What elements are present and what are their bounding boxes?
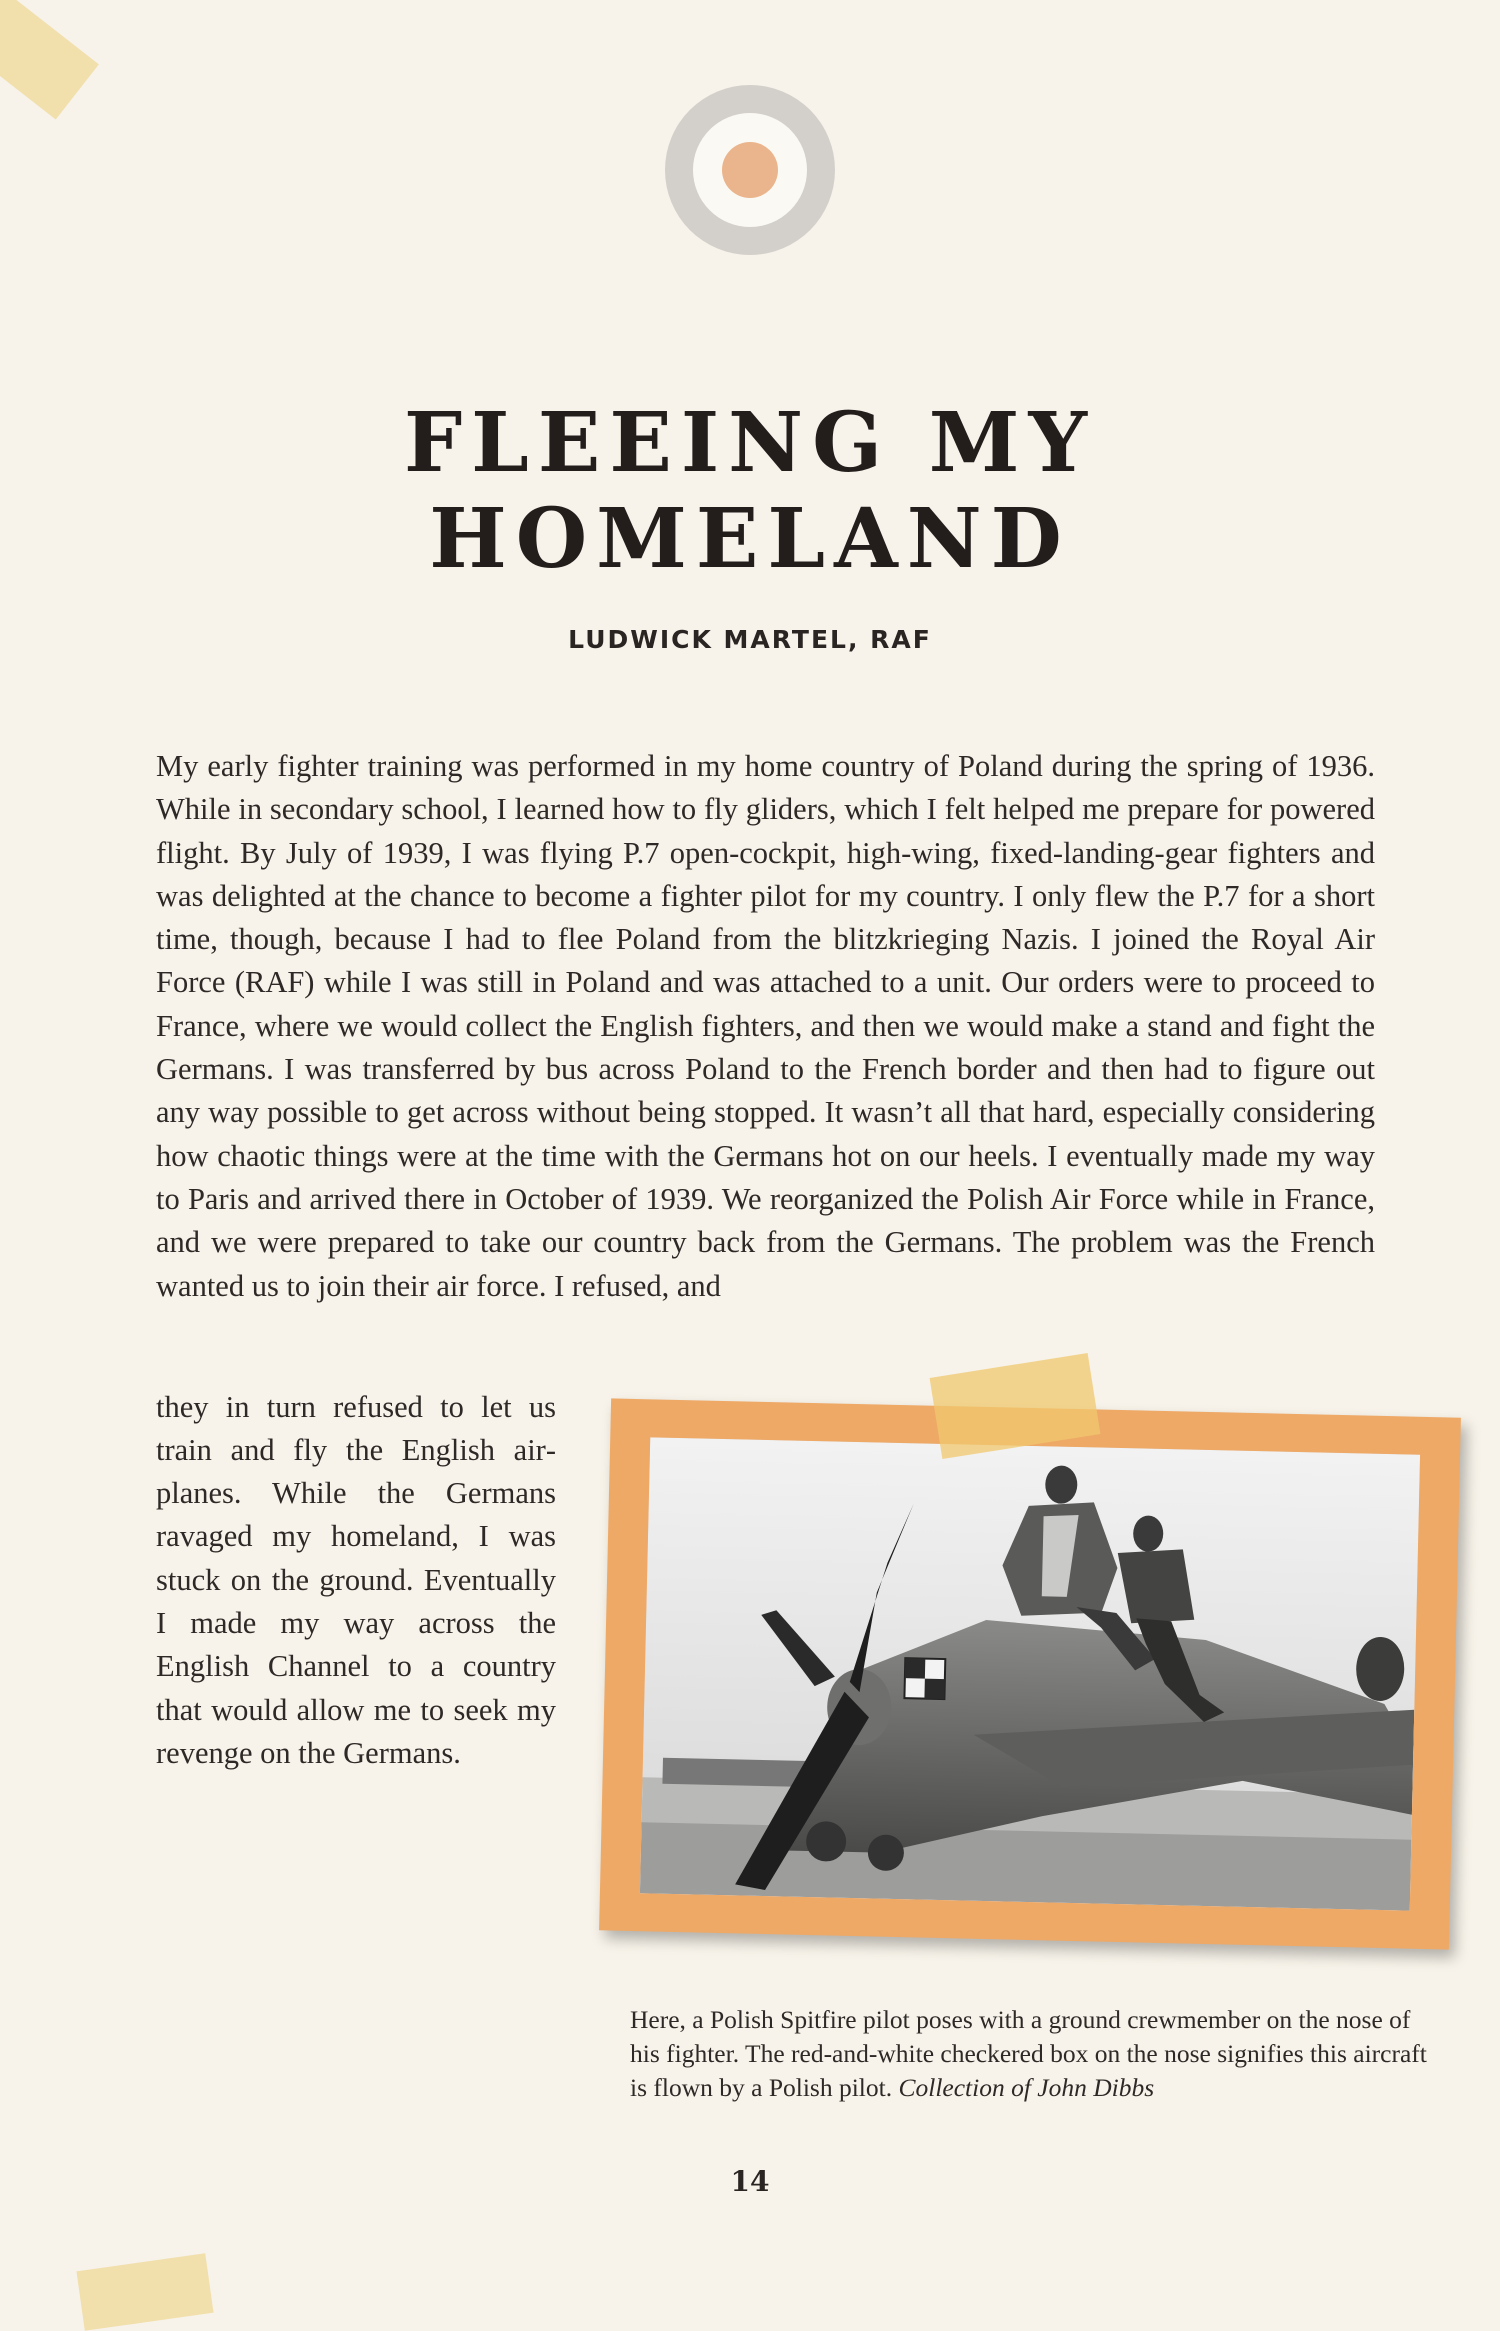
caption-text: Here, a Polish Spitfire pilot poses with a ground crewmember on the nose of his fighter. The red-and-white checkered box on the nose signifies this aircraft is flown by a Polish pilot. xyxy=(630,2005,1427,2102)
page-number: 14 xyxy=(730,2165,770,2198)
photo-frame xyxy=(599,1398,1461,1949)
masking-tape xyxy=(0,0,99,120)
author-byline: LUDWICK MARTEL, RAF xyxy=(568,625,932,654)
body-text-main xyxy=(156,745,1375,1308)
spitfire-photo-image xyxy=(640,1437,1420,1910)
body-paragraph: My early fighter training was performed in my home country of Poland during the spring of 1936. While in secondary school, I learned how to fly gliders, which I felt helped me prepare for powered flight. By July of 1939, I was flying P.7 open-cockpit, high-wing, fixed-landing-gear fighters and was delighted at the chance to become a fighter pilot for my country. I only flew the P.7 for a short time, though, because I had to flee Poland from the blitzkrieging Nazis. I joined the Royal Air Force (RAF) while I was still in Poland and was attached to a unit. Our orders were to proceed to France, where we would collect the English fighters, and then we would make a stand and fight the Germans. I was transferred by bus across Poland to the French border and then had to figure out any way possible to get across without being stopped. It wasn’t all that hard, especially considering how chaotic things were at the time with the Germans hot on our heels. I eventually made my way to Paris and arrived there in October of 1939. We reorganized the Polish Air Force while in France, and we were prepared to take our country back from the Germans. The problem was the French wanted us to join their air force. I refused, and xyxy=(156,749,1375,1303)
title-line-2: HOMELAND xyxy=(429,491,1071,587)
spitfire-photo xyxy=(640,1437,1420,1910)
masking-tape-bottom xyxy=(76,2253,213,2331)
caption-credit: Collection of John Dibbs xyxy=(898,2073,1155,2102)
body-text-side xyxy=(156,1355,556,1806)
page-title xyxy=(0,395,1500,587)
title-line-1: FLEEING MY xyxy=(403,395,1097,491)
photo-caption xyxy=(630,2003,1430,2105)
raf-roundel-icon xyxy=(665,85,835,255)
body-paragraph-continued: they in turn refused to let us train and fly the English airplanes. While the Germans ravaged my homeland, I was stuck on the ground. Eventually I made my way across the English Channel to a country that would allow me to seek my revenge on the Germans. xyxy=(156,1389,556,1770)
